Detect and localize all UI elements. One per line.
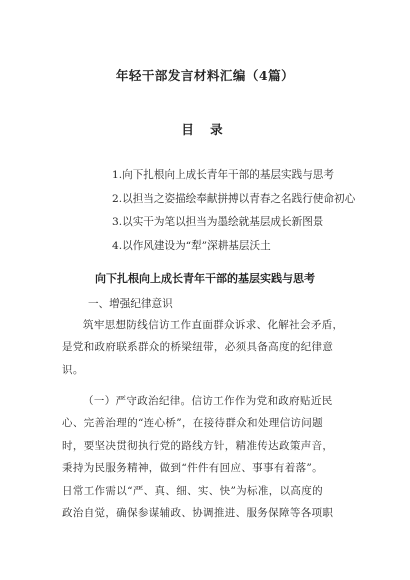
paragraph-line: 秉持为民服务精神，做到“件件有回应、事事有着落”。 [62, 462, 323, 475]
paragraph-line: 识。 [62, 363, 84, 376]
paragraph-line: 政治自觉，确保参谋辅政、协调推进、服务保障等各项职 [62, 507, 334, 520]
paragraph-line: 筑牢思想防线信访工作直面群众诉求、化解社会矛盾， [83, 319, 344, 331]
paragraph-line: 时，要坚决贯彻执行党的路线方针，精准传达政策声音， [62, 439, 334, 452]
section-title: 向下扎根向上成长青年干部的基层实践与思考 [95, 272, 315, 285]
paragraph-line: 日常工作需以“严、真、细、实、快”为标准，以高度的 [62, 484, 323, 497]
body-paragraph [62, 390, 362, 524]
toc-heading: 目 录 [181, 122, 229, 137]
paragraph-line: 是党和政府联系群众的桥梁纽带，必须具备高度的纪律意 [62, 341, 334, 354]
document-title: 年轻干部发言材料汇编（4篇） [115, 68, 295, 83]
body-paragraph [62, 314, 362, 381]
toc-item: 2.以担当之姿描绘奉献拼搏以青春之名践行使命初心 [112, 192, 356, 205]
toc-item: 4.以作风建设为“犁”深耕基层沃土 [112, 239, 271, 252]
subsection-heading: 一、增强纪律意识 [88, 298, 173, 310]
paragraph-line: （一）严守政治纪律。信访工作作为党和政府贴近民 [83, 395, 333, 407]
toc-item: 1.向下扎根向上成长青年干部的基层实践与思考 [112, 169, 334, 181]
table-of-contents [112, 164, 392, 258]
toc-item: 3.以实干为笔以担当为墨绘就基层成长新图景 [112, 216, 324, 228]
paragraph-line: 心、完善治理的“连心桥”，在接待群众和处理信访问题 [62, 417, 323, 430]
